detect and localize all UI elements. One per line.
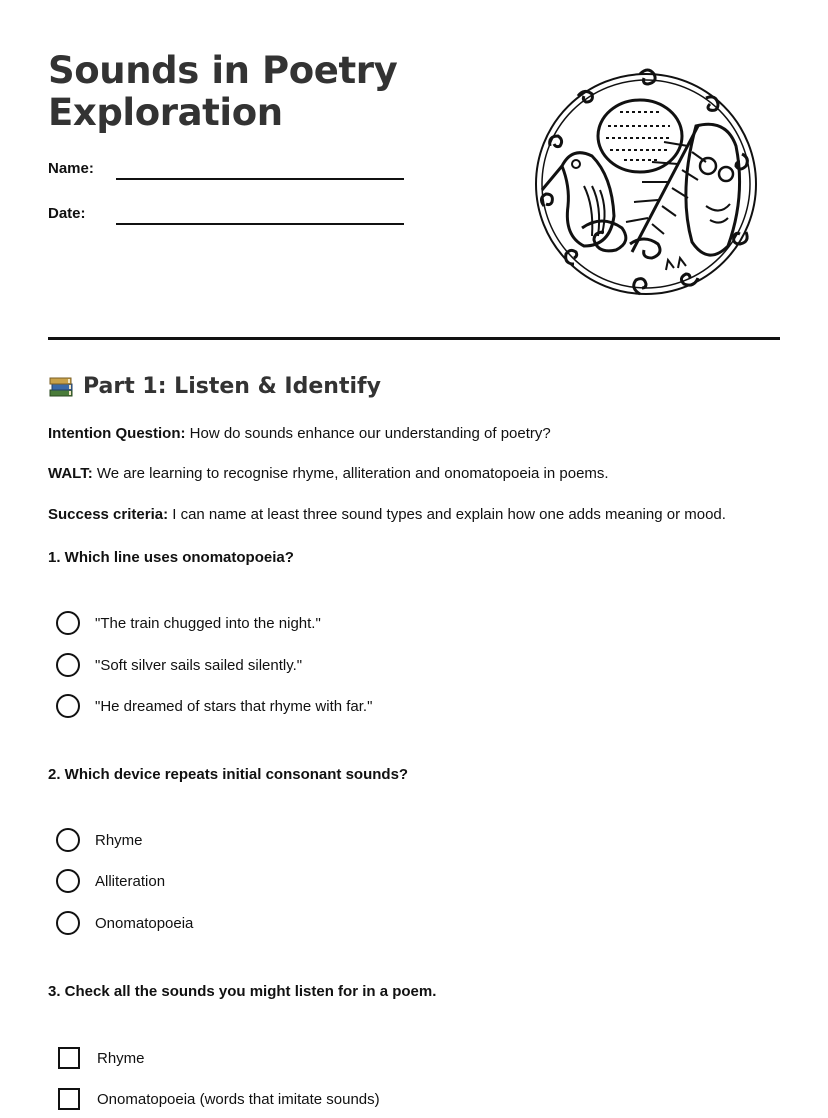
q3-option-2[interactable] [56,1086,380,1112]
q1-option-1[interactable] [56,610,321,636]
q2-option-3[interactable] [56,910,193,936]
radio-button[interactable] [56,694,80,718]
intention-text: How do sounds enhance our understanding of poetry? [185,425,551,442]
option-label: "The train chugged into the night." [95,614,321,632]
q3-option-1[interactable] [56,1045,145,1071]
section-divider [48,337,780,340]
option-label: Rhyme [95,831,143,849]
date-field[interactable] [48,205,86,222]
name-line[interactable] [116,178,404,180]
walt [48,465,609,482]
question-1: 1. Which line uses onomatopoeia? [48,549,294,566]
radio-button[interactable] [56,869,80,893]
radio-button[interactable] [56,653,80,677]
q1-option-3[interactable] [56,693,372,719]
checkbox[interactable] [58,1047,80,1069]
radio-button[interactable] [56,611,80,635]
name-label: Name: [48,160,94,177]
option-label: Onomatopoeia (words that imitate sounds) [97,1090,380,1108]
question-2: 2. Which device repeats initial consonant sounds? [48,766,409,783]
maori-emblem-icon [528,56,768,312]
books-icon [48,373,74,399]
name-field[interactable] [48,160,94,177]
part1-heading [48,373,381,399]
radio-button[interactable] [56,828,80,852]
success-text: I can name at least three sound types and explain how one adds meaning or mood. [168,506,726,523]
q2-option-1[interactable] [56,827,143,853]
intention-question [48,425,551,442]
radio-button[interactable] [56,911,80,935]
option-label: Alliteration [95,872,166,890]
walt-text: We are learning to recognise rhyme, alliteration and onomatopoeia in poems. [92,465,609,482]
question-3: 3. Check all the sounds you might listen for in a poem. [48,983,437,1000]
option-label: Onomatopoeia [95,914,194,932]
date-label: Date: [48,205,86,222]
title-line-1: Sounds in Poetry [48,49,398,92]
option-label: "Soft silver sails sailed silently." [95,656,303,674]
option-label: "He dreamed of stars that rhyme with far." [95,697,373,715]
title-line-2: Exploration [48,91,283,134]
success-criteria [48,506,726,523]
success-label: Success criteria: [48,506,169,523]
q1-option-2[interactable] [56,652,302,678]
option-label: Rhyme [97,1049,145,1067]
q2-option-2[interactable] [56,868,165,894]
checkbox[interactable] [58,1088,80,1110]
walt-label: WALT: [48,465,93,482]
page-title [48,50,397,134]
part1-heading-text: Part 1: Listen & Identify [83,373,381,399]
intention-label: Intention Question: [48,425,186,442]
date-line[interactable] [116,223,404,225]
